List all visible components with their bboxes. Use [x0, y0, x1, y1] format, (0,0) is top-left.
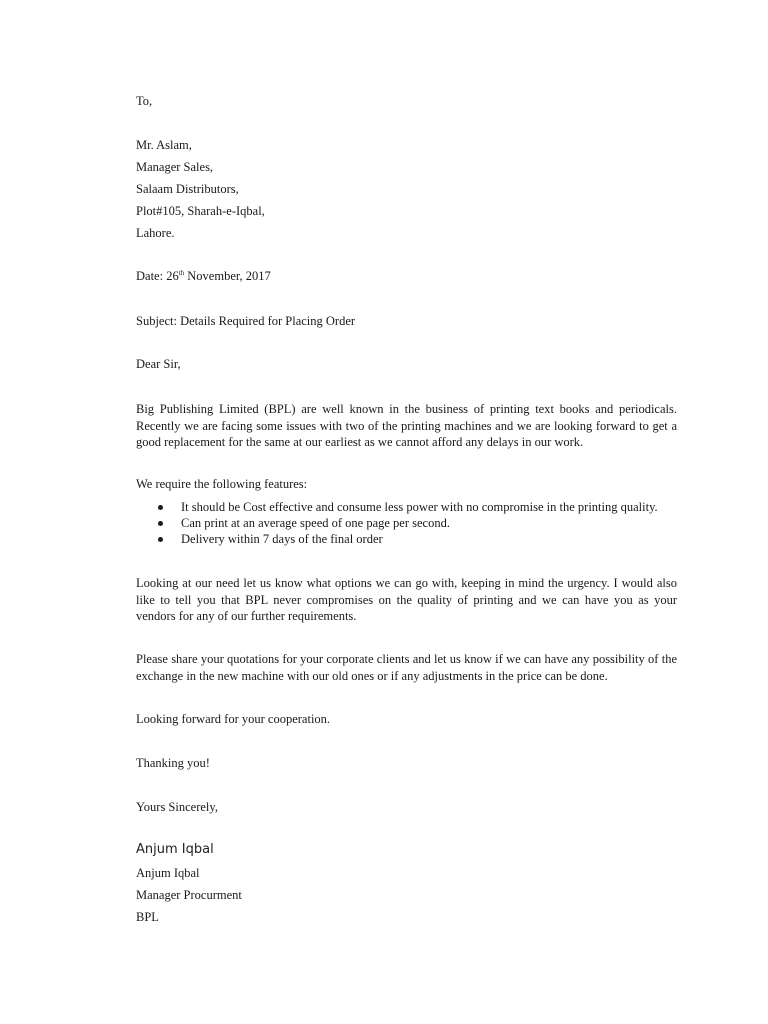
features-intro: We require the following features: — [136, 477, 308, 491]
paragraph-line: Looking at our need let us know what options we can go with, keeping in mind the urgency. I would also — [136, 576, 677, 590]
date-rest: November, 2017 — [184, 269, 271, 283]
paragraph-line: Recently we are facing some issues with two of the printing machines and we are looking forward to get a — [136, 418, 677, 433]
to-line: To, — [136, 94, 153, 108]
paragraph-options — [136, 575, 677, 625]
recipient-title: Manager Sales, — [136, 160, 214, 174]
sender-title: Manager Procurment — [136, 888, 242, 902]
feature-text: Delivery within 7 days of the final order — [181, 532, 383, 546]
letter-date — [136, 268, 271, 284]
recipient-address: Plot#105, Sharah-e-Iqbal, — [136, 204, 265, 218]
paragraph-line: like to tell you that BPL never compromises on the quality of printing and we can have you as your — [136, 592, 677, 607]
letter-subject: Subject: Details Required for Placing Order — [136, 314, 356, 328]
bullet-icon — [158, 505, 163, 510]
sender-company: BPL — [136, 910, 159, 924]
sign-off: Yours Sincerely, — [136, 800, 218, 814]
paragraph-quotations — [136, 651, 677, 684]
salutation: Dear Sir, — [136, 357, 181, 371]
date-prefix: Date: 26 — [136, 269, 179, 283]
thanks-line: Thanking you! — [136, 756, 210, 770]
signature: Anjum Iqbal — [136, 842, 214, 857]
recipient-company: Salaam Distributors, — [136, 182, 239, 196]
recipient-city: Lahore. — [136, 226, 175, 240]
sender-name: Anjum Iqbal — [136, 866, 200, 880]
list-item — [136, 531, 658, 547]
list-item — [136, 515, 658, 531]
bullet-icon — [158, 537, 163, 542]
recipient-name: Mr. Aslam, — [136, 138, 192, 152]
closing-line: Looking forward for your cooperation. — [136, 712, 331, 726]
features-list — [136, 499, 658, 547]
paragraph-line: good replacement for the same at our earliest as we cannot afford any delays in our work. — [136, 435, 584, 449]
paragraph-line: vendors for any of our further requirements. — [136, 609, 357, 623]
feature-text: Can print at an average speed of one page per second. — [181, 516, 450, 530]
bullet-icon — [158, 521, 163, 526]
paragraph-line: exchange in the new machine with our old ones or if any adjustments in the price can be done. — [136, 668, 608, 683]
paragraph-intro — [136, 401, 677, 451]
date-ordinal-suffix: th — [178, 269, 185, 277]
list-item — [136, 499, 658, 515]
paragraph-line: Please share your quotations for your corporate clients and let us know if we can have any possibility of the — [136, 652, 677, 666]
feature-text: It should be Cost effective and consume less power with no compromise in the printing quality. — [181, 500, 658, 514]
paragraph-line: Big Publishing Limited (BPL) are well known in the business of printing text books and periodicals. — [136, 402, 677, 416]
